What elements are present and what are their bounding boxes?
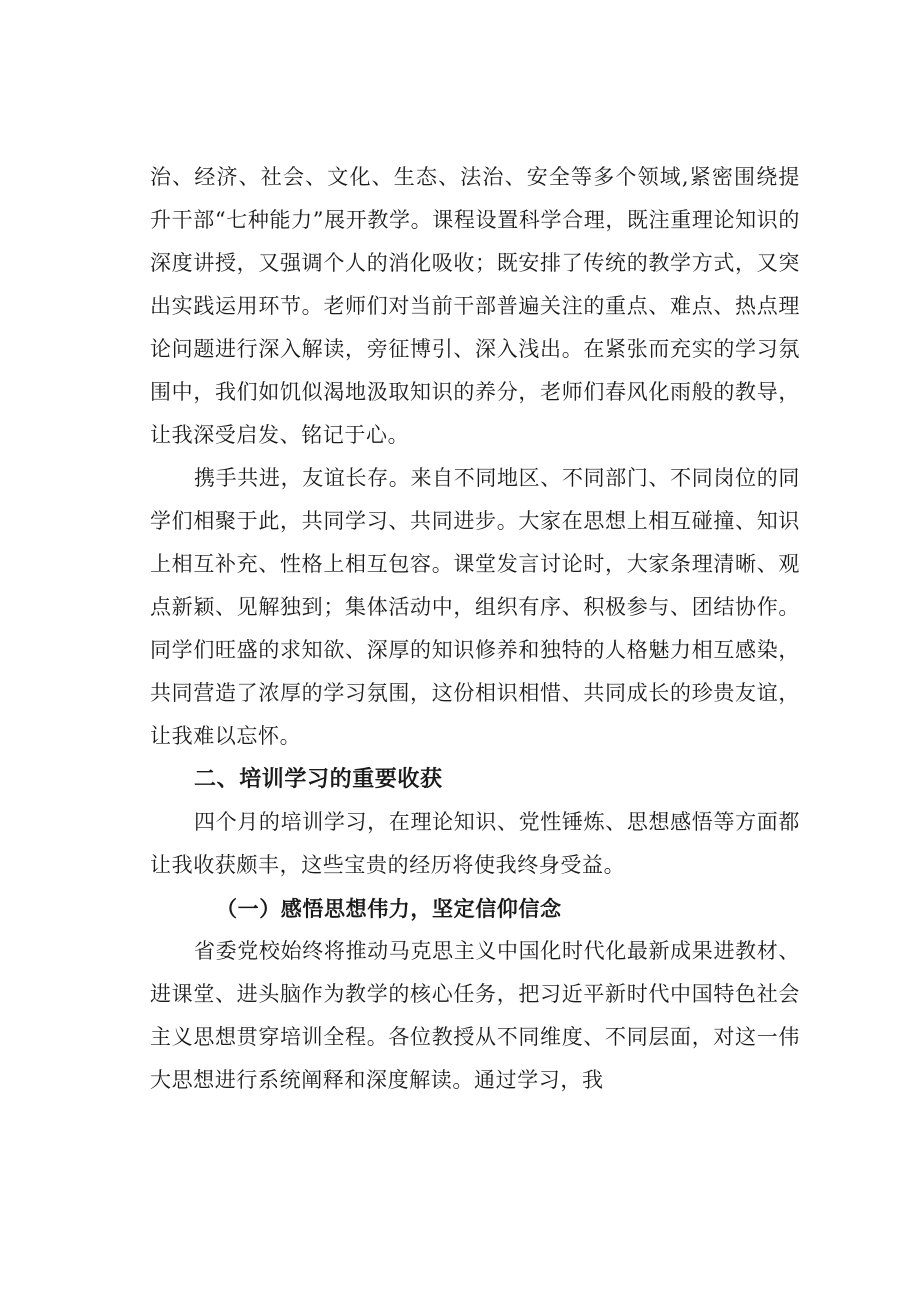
document-page: [150, 156, 800, 1102]
paragraph-continuation: 治、经济、社会、文化、生态、法治、安全等多个领域,紧密围绕提升干部“七种能力”展开教学。课程设置科学合理，既注重理论知识的深度讲授，又强调个人的消化吸收；既安排了传统的教学方式，又突出实践运用环节。老师们对当前干部普遍关注的重点、难点、热点理论问题进行深入解读，旁征博引、深入浅出。在紧张而充实的学习氛围中，我们如饥似渴地汲取知识的养分，老师们春风化雨般的教导，让我深受启发、铭记于心。: [150, 165, 800, 447]
subsection-heading: （一）感悟思想伟力，坚定信仰信念: [216, 896, 562, 921]
section-heading: 二、培训学习的重要收获: [194, 767, 443, 792]
paragraph-friendship: 携手共进，友谊长存。来自不同地区、不同部门、不同岗位的同学们相聚于此，共同学习、共同进步。大家在思想上相互碰撞、知识上相互补充、性格上相互包容。课堂发言讨论时，大家条理清晰、观点新颖、见解独到；集体活动中，组织有序、积极参与、团结协作。同学们旺盛的求知欲、深厚的知识修养和独特的人格魅力相互感染，共同营造了浓厚的学习氛围，这份相识相惜、共同成长的珍贵友谊，让我难以忘怀。: [150, 466, 800, 748]
paragraph-thought: 省委党校始终将推动马克思主义中国化时代化最新成果进教材、进课堂、进头脑作为教学的核心任务，把习近平新时代中国特色社会主义思想贯穿培训全程。各位教授从不同维度、不同层面，对这一伟大思想进行系统阐释和深度解读。通过学习，我: [150, 939, 800, 1092]
paragraph-gains-intro: 四个月的培训学习，在理论知识、党性锤炼、思想感悟等方面都让我收获颇丰，这些宝贵的经历将使我终身受益。: [150, 810, 800, 877]
